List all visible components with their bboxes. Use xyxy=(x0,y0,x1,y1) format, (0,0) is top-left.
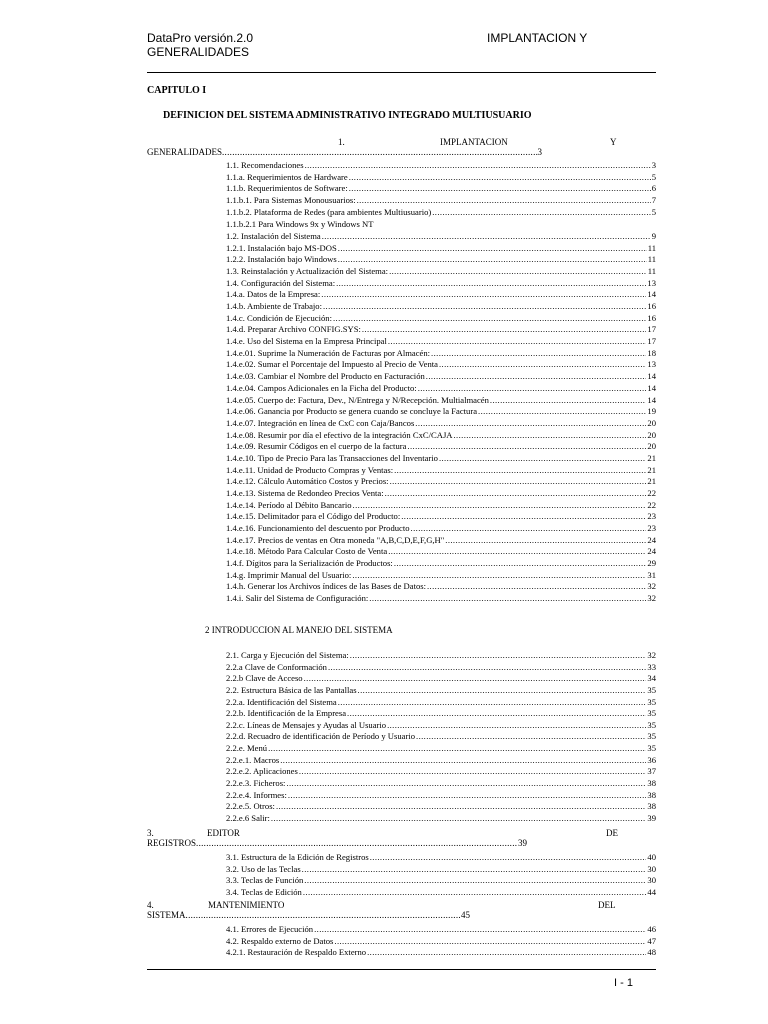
leader-dots xyxy=(196,838,518,848)
header-section: GENERALIDADES xyxy=(147,45,250,59)
toc-entry-page: 36 xyxy=(647,754,656,765)
toc-entry xyxy=(226,348,656,358)
toc-entry-page: 30 xyxy=(647,863,656,874)
leader-dots xyxy=(407,441,646,451)
toc-entry-title: 1.4.e.03. Cambiar el Nombre del Producto en Facturación xyxy=(226,371,425,382)
leader-dots xyxy=(336,278,646,288)
leader-dots xyxy=(333,313,646,323)
toc-entry xyxy=(226,243,656,253)
toc-entry xyxy=(226,731,656,741)
toc-entry xyxy=(226,160,656,170)
leader-dots xyxy=(427,581,646,591)
toc-entry xyxy=(226,313,656,323)
toc-entry-title: 1.2.1. Instalación bajo MS-DOS xyxy=(226,242,337,253)
leader-dots xyxy=(490,395,647,405)
toc-entry-page: 19 xyxy=(647,406,656,417)
header-rule xyxy=(147,72,656,73)
toc-entry-page: 31 xyxy=(647,569,656,580)
toc-entry-page: 32 xyxy=(647,593,656,604)
leader-dots xyxy=(431,348,646,358)
leader-dots xyxy=(305,160,651,170)
leader-dots xyxy=(304,673,647,683)
toc-entry xyxy=(226,720,656,730)
leader-dots xyxy=(385,488,647,498)
toc-entry-page: 38 xyxy=(647,801,656,812)
toc-entry xyxy=(226,511,656,521)
toc-entry-page: 5 xyxy=(651,206,656,217)
section-page: 39 xyxy=(518,838,527,848)
leader-dots xyxy=(280,755,646,765)
toc-entry-title: 2.1. Carga y Ejecución del Sistema: xyxy=(226,650,349,660)
section-continuation: SISTEMA xyxy=(147,910,186,920)
toc-entry xyxy=(226,254,656,264)
leader-dots xyxy=(416,731,646,741)
toc-entry xyxy=(226,546,656,556)
toc-entry-title: 1.4.a. Datos de la Empresa: xyxy=(226,289,321,300)
toc-entry-title: 2.2. Estructura Básica de las Pantallas xyxy=(226,684,357,695)
leader-dots xyxy=(387,720,646,730)
toc-entry xyxy=(226,278,656,288)
toc-plain-entry: 1.1.b.2.1 Para Windows 9x y Windows NT xyxy=(226,219,374,229)
toc-entry-page: 38 xyxy=(647,789,656,800)
toc-entry-title: 1.4.e.17. Precios de ventas en Otra moneda "A,B,C,D,E,F,G,H" xyxy=(226,534,445,545)
toc-entry-title: 1.4.f. Dígitos para la Serialización de Productos: xyxy=(226,558,393,569)
toc-entry xyxy=(226,947,656,957)
toc-entry xyxy=(226,697,656,707)
leader-dots xyxy=(454,430,647,440)
footer-rule xyxy=(147,969,656,970)
toc-entry-title: 2.2.b Clave de Acceso xyxy=(226,673,303,684)
leader-dots xyxy=(445,535,646,545)
leader-dots xyxy=(350,650,647,660)
footer-page-number: I - 1 xyxy=(614,977,633,989)
toc-entry xyxy=(226,708,656,718)
toc-entry xyxy=(226,813,656,823)
toc-entry-title: 1.4.e.01. Suprime la Numeración de Facturas por Almacén: xyxy=(226,347,431,358)
leader-dots xyxy=(349,172,651,182)
toc-entry xyxy=(226,593,656,603)
toc-entry-title: 2.2.a Clave de Conformación xyxy=(226,661,327,672)
section-heading-1 xyxy=(147,137,656,157)
section-number: 3. xyxy=(147,828,154,838)
leader-dots xyxy=(357,195,651,205)
leader-dots xyxy=(353,500,647,510)
toc-entry xyxy=(226,383,656,393)
leader-dots xyxy=(394,558,647,568)
toc-entry-title: 1.3. Reinstalación y Actualización del Sistema: xyxy=(226,266,389,277)
toc-entry xyxy=(226,336,656,346)
toc-entry xyxy=(226,662,656,672)
toc-entry-title: 3.4. Teclas de Edición xyxy=(226,887,302,898)
leader-dots xyxy=(439,453,646,463)
toc-entry-page: 32 xyxy=(647,581,656,592)
toc-entry xyxy=(226,195,656,205)
toc-entry-page: 20 xyxy=(647,429,656,440)
leader-dots xyxy=(367,947,646,957)
toc-entry-title: 2.2.b. Identificación de la Empresa xyxy=(226,708,347,719)
toc-entry-title: 2.2.e. Menú xyxy=(226,743,268,754)
toc-entry xyxy=(226,766,656,776)
toc-entry-title: 2.2.e.2. Aplicaciones xyxy=(226,766,298,777)
toc-entry-title: 1.4.e.06. Ganancia por Producto se genera cuando se concluye la Factura xyxy=(226,406,478,417)
toc-entry-page: 5 xyxy=(651,171,656,182)
toc-entry xyxy=(226,558,656,568)
toc-entry-page: 13 xyxy=(647,359,656,370)
toc-entry-page: 17 xyxy=(647,324,656,335)
leader-dots xyxy=(388,546,646,556)
toc-entry-page: 48 xyxy=(647,947,656,958)
toc-entry xyxy=(226,875,656,885)
toc-entry-title: 1.4.e.05. Cuerpo de: Factura, Dev., N/Entrega y N/Recepción. Multialmacén xyxy=(226,394,489,405)
toc-entry-title: 1.4.e. Uso del Sistema en la Empresa Principal xyxy=(226,336,387,347)
section-word: Y xyxy=(610,137,617,147)
toc-entry-title: 2.2.a. Identificación del Sistema xyxy=(226,696,337,707)
toc-entry-page: 21 xyxy=(647,452,656,463)
toc-entry xyxy=(226,852,656,862)
toc-entry-title: 1.1.b. Requerimientos de Software: xyxy=(226,183,348,194)
toc-entry-title: 1.4.e.02. Sumar el Porcentaje del Impuesto al Precio de Venta xyxy=(226,359,438,370)
toc-entry-page: 18 xyxy=(647,347,656,358)
leader-dots xyxy=(369,593,646,603)
toc-entry xyxy=(226,887,656,897)
toc-entry-title: 1.4.e.12. Cálculo Automático Costos y Precios: xyxy=(226,476,389,487)
toc-entry-page: 39 xyxy=(647,812,656,823)
toc-entry-page: 11 xyxy=(647,254,656,265)
toc-entry-page: 7 xyxy=(651,195,656,206)
toc-entry-title: 1.1.a. Requerimientos de Hardware xyxy=(226,171,348,182)
leader-dots xyxy=(352,570,646,580)
leader-dots xyxy=(268,743,646,753)
toc-entry-title: 4.1. Errores de Ejecución xyxy=(226,924,314,934)
toc-entry-page: 20 xyxy=(647,441,656,452)
toc-entry xyxy=(226,673,656,683)
leader-dots xyxy=(303,887,647,897)
toc-entry-page: 14 xyxy=(647,394,656,405)
section-continuation: GENERALIDADES xyxy=(147,147,222,157)
toc-entry-page: 46 xyxy=(647,924,656,934)
toc-entry-page: 9 xyxy=(651,231,656,241)
leader-dots xyxy=(276,801,646,811)
leader-dots xyxy=(394,465,646,475)
toc-entry-title: 1.4.e.09. Resumir Códigos en el cuerpo de la factura xyxy=(226,441,407,452)
toc-entry-page: 23 xyxy=(647,511,656,522)
toc-entry-title: 2.2.e.1. Macros xyxy=(226,754,280,765)
toc-entry-page: 16 xyxy=(647,312,656,323)
toc-entry xyxy=(226,535,656,545)
toc-entry-title: 1.1.b.2. Plataforma de Redes (para ambientes Multiusuario) xyxy=(226,206,432,217)
section-continuation: REGISTROS xyxy=(147,838,197,848)
toc-entry-title: 1.4. Configuración del Sistema: xyxy=(226,277,336,288)
toc-entry-page: 35 xyxy=(647,708,656,719)
toc-entry-page: 29 xyxy=(647,558,656,569)
toc-entry xyxy=(226,476,656,486)
toc-entry-page: 35 xyxy=(647,719,656,730)
toc-entry-title: 1.4.b. Ambiente de Trabajo: xyxy=(226,301,322,312)
toc-entry-page: 24 xyxy=(647,534,656,545)
toc-entry-page: 40 xyxy=(647,852,656,862)
toc-entry-title: 2.2.e.6 Salir: xyxy=(226,812,270,823)
toc-entry xyxy=(226,371,656,381)
toc-entry-title: 1.4.i. Salir del Sistema de Configuración: xyxy=(226,593,369,604)
leader-dots xyxy=(432,207,650,217)
leader-dots xyxy=(321,289,646,299)
toc-entry xyxy=(226,207,656,217)
toc-entry-title: 2.2.c. Líneas de Mensajes y Ayudas al Usuario xyxy=(226,719,387,730)
toc-entry xyxy=(226,231,656,241)
toc-entry-page: 24 xyxy=(647,546,656,557)
toc-entry-page: 37 xyxy=(647,766,656,777)
toc-entry xyxy=(226,488,656,498)
definition-title: DEFINICION DEL SISTEMA ADMINISTRATIVO INTEGRADO MULTIUSUARIO xyxy=(163,110,532,121)
toc-entry-title: 1.4.e.11. Unidad de Producto Compras y Ventas: xyxy=(226,464,394,475)
leader-dots xyxy=(302,864,647,874)
section-word: DE xyxy=(606,828,618,838)
leader-dots xyxy=(426,371,647,381)
toc-entry-title: 1.4.e.16. Funcionamiento del descuento por Producto xyxy=(226,523,410,533)
toc-entry-title: 3.1. Estructura de la Edición de Registros xyxy=(226,852,369,862)
leader-dots xyxy=(288,790,647,800)
toc-entry xyxy=(226,418,656,428)
header-product: DataPro versión.2.0 xyxy=(147,31,254,45)
toc-entry-page: 13 xyxy=(647,277,656,288)
toc-entry xyxy=(226,864,656,874)
leader-dots xyxy=(304,875,646,885)
toc-entry xyxy=(226,395,656,405)
toc-entry xyxy=(226,289,656,299)
toc-entry-title: 1.4.e.08. Resumir por día el efectivo de la integración CxC/CAJA xyxy=(226,429,453,440)
toc-entry-title: 1.4.e.10. Tipo de Precio Para las Transacciones del Inventario xyxy=(226,452,438,463)
leader-dots xyxy=(338,697,647,707)
toc-entry-title: 2.2.e.3. Ficheros: xyxy=(226,778,286,789)
toc-entry xyxy=(226,406,656,416)
toc-entry xyxy=(226,755,656,765)
toc-entry-page: 30 xyxy=(647,875,656,886)
toc-entry-page: 35 xyxy=(647,696,656,707)
toc-entry xyxy=(226,324,656,334)
header-left xyxy=(147,31,253,59)
section-number: 4. xyxy=(147,900,154,910)
toc-entry xyxy=(226,581,656,591)
toc-entry-title: 1.4.e.15. Delimitador para el Código del Producto: xyxy=(226,511,401,522)
toc-entry-page: 35 xyxy=(647,731,656,742)
leader-dots xyxy=(347,708,646,718)
toc-entry-title: 1.4.d. Preparar Archivo CONFIG.SYS: xyxy=(226,324,361,335)
section-page: 45 xyxy=(461,910,470,920)
leader-dots xyxy=(299,766,647,776)
toc-entry-title: 1.4.e.07. Integración en línea de CxC con Caja/Bancos xyxy=(226,417,415,428)
toc-entry-page: 20 xyxy=(647,417,656,428)
toc-entry-title: 1.2.2. Instalación bajo Windows xyxy=(226,254,337,265)
section-number: 1. xyxy=(338,137,345,147)
toc-entry-title: 1.4.e.14. Período al Débito Bancario xyxy=(226,499,352,510)
toc-entry xyxy=(226,266,656,276)
toc-entry xyxy=(226,801,656,811)
leader-dots xyxy=(418,383,647,393)
toc-entry-page: 32 xyxy=(647,650,656,660)
section-word: DEL xyxy=(598,900,616,910)
section-heading-3 xyxy=(147,828,656,848)
toc-entry xyxy=(226,430,656,440)
section-word: MANTENIMIENTO xyxy=(208,900,285,910)
toc-entry-page: 44 xyxy=(647,887,656,898)
header-right: IMPLANTACION Y xyxy=(487,31,588,45)
leader-dots xyxy=(390,476,647,486)
toc-entry-title: 1.4.h. Generar los Archivos índices de las Bases de Datos: xyxy=(226,581,426,592)
leader-dots xyxy=(222,147,538,157)
toc-entry xyxy=(226,172,656,182)
leader-dots xyxy=(349,183,651,193)
toc-entry-page: 21 xyxy=(647,476,656,487)
toc-entry xyxy=(226,778,656,788)
toc-entry xyxy=(226,441,656,451)
leader-dots xyxy=(362,324,647,334)
toc-entry xyxy=(226,924,656,934)
toc-entry-page: 22 xyxy=(647,499,656,510)
toc-entry-title: 2.2.e.4. Informes: xyxy=(226,789,287,800)
toc-entry xyxy=(226,743,656,753)
toc-entry-page: 35 xyxy=(647,684,656,695)
toc-entry-title: 1.1. Recomendaciones xyxy=(226,160,304,170)
leader-dots xyxy=(322,231,651,241)
toc-entry xyxy=(226,453,656,463)
leader-dots xyxy=(358,685,647,695)
toc-entry-page: 38 xyxy=(647,778,656,789)
leader-dots xyxy=(401,511,646,521)
leader-dots xyxy=(370,852,647,862)
toc-entry-title: 1.1.b.1. Para Sistemas Monousuarios: xyxy=(226,195,356,206)
toc-entry-page: 14 xyxy=(647,371,656,382)
toc-entry-page: 14 xyxy=(647,289,656,300)
toc-entry-title: 2.2.d. Recuadro de identificación de Período y Usuario xyxy=(226,731,416,742)
toc-entry xyxy=(226,359,656,369)
toc-entry-page: 3 xyxy=(651,160,656,170)
toc-entry-page: 22 xyxy=(647,487,656,498)
intro-heading: 2 INTRODUCCION AL MANEJO DEL SISTEMA xyxy=(205,625,393,635)
leader-dots xyxy=(186,910,461,920)
toc-entry-page: 11 xyxy=(647,266,656,277)
leader-dots xyxy=(338,254,647,264)
toc-entry-page: 34 xyxy=(647,673,656,684)
leader-dots xyxy=(478,406,646,416)
leader-dots xyxy=(334,936,646,946)
toc-entry-page: 23 xyxy=(647,523,656,533)
section-word: IMPLANTACION xyxy=(440,137,508,147)
leader-dots xyxy=(286,778,646,788)
section-page: 3 xyxy=(537,147,542,157)
toc-entry-title: 4.2. Respaldo externo de Datos xyxy=(226,935,334,946)
toc-entry-title: 1.4.e.04. Campos Adicionales en la Ficha del Producto: xyxy=(226,382,417,393)
leader-dots xyxy=(328,662,646,672)
toc-entry xyxy=(226,523,656,533)
toc-entry xyxy=(226,570,656,580)
toc-entry-title: 4.2.1. Restauración de Respaldo Externo xyxy=(226,947,367,958)
toc-entry-title: 1.4.e.13. Sistema de Redondeo Precios Venta: xyxy=(226,487,384,498)
section-heading-4 xyxy=(147,900,656,920)
toc-entry-page: 47 xyxy=(647,935,656,946)
toc-entry-page: 11 xyxy=(647,242,656,253)
leader-dots xyxy=(271,813,646,823)
section-word: EDITOR xyxy=(207,828,240,838)
toc-entry-title: 1.4.g. Imprimir Manual del Usuario: xyxy=(226,569,352,580)
toc-entry-title: 3.3. Teclas de Función xyxy=(226,875,304,886)
toc-entry xyxy=(226,936,656,946)
leader-dots xyxy=(389,266,647,276)
toc-entry xyxy=(226,183,656,193)
toc-entry xyxy=(226,301,656,311)
toc-entry-page: 35 xyxy=(647,743,656,754)
toc-entry-title: 1.4.c. Condición de Ejecución: xyxy=(226,312,332,323)
toc-entry xyxy=(226,465,656,475)
leader-dots xyxy=(411,523,647,533)
leader-dots xyxy=(338,243,647,253)
leader-dots xyxy=(314,924,646,934)
toc-entry xyxy=(226,500,656,510)
leader-dots xyxy=(439,359,646,369)
toc-entry xyxy=(226,685,656,695)
toc-entry-title: 3.2. Uso de las Teclas xyxy=(226,863,301,874)
toc-entry xyxy=(226,790,656,800)
toc-entry-page: 17 xyxy=(647,336,656,347)
toc-entry-page: 33 xyxy=(647,661,656,672)
toc-entry-page: 16 xyxy=(647,301,656,312)
leader-dots xyxy=(323,301,646,311)
toc-entry-page: 6 xyxy=(651,183,656,194)
toc-entry-page: 21 xyxy=(647,464,656,475)
toc-entry-title: 1.4.e.18. Método Para Calcular Costo de Venta xyxy=(226,546,388,557)
toc-entry-page: 14 xyxy=(647,382,656,393)
leader-dots xyxy=(415,418,646,428)
leader-dots xyxy=(388,336,647,346)
toc-entry-title: 1.2. Instalación del Sistema xyxy=(226,231,321,241)
chapter-title: CAPITULO I xyxy=(147,85,207,96)
toc-entry xyxy=(226,650,656,660)
toc-entry-title: 2.2.e.5. Otros: xyxy=(226,801,275,812)
